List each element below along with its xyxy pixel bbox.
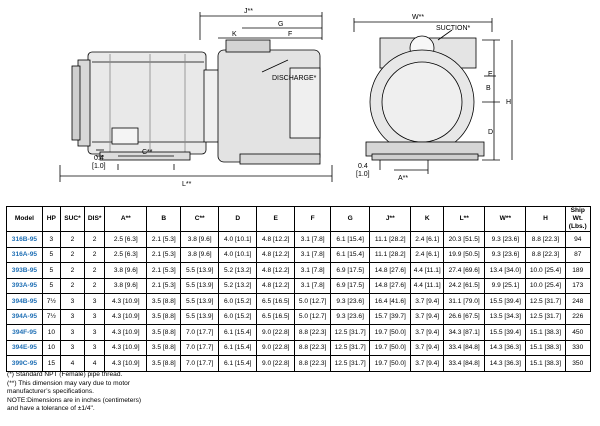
table-cell: 20.3 [51.5] (444, 232, 485, 248)
table-cell: 2.1 [5.3] (147, 232, 181, 248)
table-cell: 15 (42, 356, 60, 372)
table-cell: 9.0 [22.8] (257, 325, 295, 341)
table-cell: 5.5 [13.9] (181, 278, 219, 294)
table-cell: 19.7 [50.0] (370, 325, 411, 341)
column-header: W** (485, 207, 526, 232)
column-header: HP (42, 207, 60, 232)
model-cell: 316B-95 (7, 232, 43, 248)
column-header: E (257, 207, 295, 232)
table-cell: 87 (565, 247, 591, 263)
table-cell: 14.8 [27.6] (370, 263, 411, 279)
table-cell: 3.1 [7.8] (295, 278, 331, 294)
table-cell: 3 (85, 325, 105, 341)
table-cell: 5 (42, 278, 60, 294)
table-cell: 19.9 [50.5] (444, 247, 485, 263)
table-cell: 27.4 [69.6] (444, 263, 485, 279)
column-header: A** (105, 207, 147, 232)
table-cell: 12.5 [31.7] (526, 309, 565, 325)
table-cell: 226 (565, 309, 591, 325)
table-cell: 4.4 [11.1] (411, 278, 444, 294)
table-cell: 3.7 [9.4] (411, 325, 444, 341)
table-cell: 14.3 [36.3] (485, 340, 526, 356)
model-cell: 399C-95 (7, 356, 43, 372)
dim-label-l: L** (182, 181, 192, 188)
table-cell: 6.1 [15.4] (331, 232, 370, 248)
table-cell: 6.9 [17.5] (331, 263, 370, 279)
column-header: B (147, 207, 181, 232)
table-cell: 3.1 [7.8] (295, 263, 331, 279)
table-cell: 3.5 [8.8] (147, 356, 181, 372)
table-row (7, 294, 591, 310)
table-cell: 173 (565, 278, 591, 294)
table-cell: 2 (60, 232, 84, 248)
table-cell: 9.3 [23.6] (485, 232, 526, 248)
table-cell: 9.3 [23.6] (331, 309, 370, 325)
table-cell: 2.1 [5.3] (147, 263, 181, 279)
table-cell: 5.5 [13.9] (181, 309, 219, 325)
table-cell: 10.0 [25.4] (526, 263, 565, 279)
dim-label-a: A** (398, 175, 409, 182)
table-cell: 11.1 [28.2] (370, 247, 411, 263)
table-cell: 15.5 [39.4] (485, 294, 526, 310)
table-row (7, 325, 591, 341)
dim-label-offset: 0.4 (94, 155, 104, 162)
table-cell: 4.8 [12.2] (257, 232, 295, 248)
dim-label-offset2-mm: [1.0] (356, 171, 370, 178)
table-cell: 9.3 [23.6] (331, 294, 370, 310)
table-row (7, 232, 591, 248)
table-cell: 4.3 [10.9] (105, 325, 147, 341)
table-cell: 33.4 [84.8] (444, 356, 485, 372)
table-cell: 31.1 [79.0] (444, 294, 485, 310)
front-view (354, 18, 512, 174)
table-cell: 3.5 [8.8] (147, 340, 181, 356)
table-cell: 5.5 [13.9] (181, 263, 219, 279)
table-cell: 6.9 [17.5] (331, 278, 370, 294)
dim-label-offset-mm: [1.0] (92, 163, 106, 170)
table-cell: 10 (42, 325, 60, 341)
table-cell: 4.8 [12.2] (257, 278, 295, 294)
model-cell: 394E-95 (7, 340, 43, 356)
table-cell: 2 (60, 247, 84, 263)
dim-label-g: G (278, 21, 284, 28)
table-row (7, 340, 591, 356)
table-cell: 8.8 [22.3] (295, 340, 331, 356)
table-cell: 2 (60, 263, 84, 279)
table-cell: 2.1 [5.3] (147, 247, 181, 263)
suction-label: SUCTION* (436, 25, 471, 32)
table-cell: 6.1 [15.4] (219, 325, 257, 341)
model-cell: 394A-95 (7, 309, 43, 325)
table-cell: 10 (42, 340, 60, 356)
table-cell: 6.1 [15.4] (219, 340, 257, 356)
table-cell: 2.4 [6.1] (411, 232, 444, 248)
table-cell: 4.4 [11.1] (411, 263, 444, 279)
table-cell: 9.3 [23.6] (485, 247, 526, 263)
table-cell: 3.1 [7.8] (295, 232, 331, 248)
table-cell: 12.5 [31.7] (331, 340, 370, 356)
table-cell: 3.5 [8.8] (147, 325, 181, 341)
dim-label-j: J** (244, 8, 253, 15)
table-cell: 6.0 [15.2] (219, 294, 257, 310)
footnote-line: manufacturer’s specifications. (7, 388, 94, 396)
table-cell: 3 (60, 294, 84, 310)
table-cell: 7½ (42, 309, 60, 325)
table-cell: 94 (565, 232, 591, 248)
table-cell: 2.4 [6.1] (411, 247, 444, 263)
table-cell: 9.9 [25.1] (485, 278, 526, 294)
footnote-line: and have a tolerance of ±1/4". (7, 405, 95, 413)
table-cell: 248 (565, 294, 591, 310)
table-cell: 24.2 [61.5] (444, 278, 485, 294)
table-cell: 8.8 [22.3] (526, 232, 565, 248)
model-cell: 393A-95 (7, 278, 43, 294)
footnote-line: NOTE:Dimensions are in inches (centimeters) (7, 396, 142, 404)
dim-label-k: K (232, 31, 237, 38)
table-row (7, 278, 591, 294)
table-cell: 12.5 [31.7] (331, 356, 370, 372)
table-cell: 8.8 [22.3] (526, 247, 565, 263)
table-body (7, 232, 591, 372)
table-cell: 3.5 [8.8] (147, 309, 181, 325)
table-cell: 6.1 [15.4] (331, 247, 370, 263)
dim-label-offset2: 0.4 (358, 163, 368, 170)
table-cell: 3.8 [9.6] (105, 278, 147, 294)
table-cell: 450 (565, 325, 591, 341)
column-header: DIS* (85, 207, 105, 232)
table-cell: 2 (85, 232, 105, 248)
table-cell: 4.8 [12.2] (257, 247, 295, 263)
table-cell: 6.1 [15.4] (219, 356, 257, 372)
table-cell: 6.5 [16.5] (257, 294, 295, 310)
table-cell: 4.3 [10.9] (105, 356, 147, 372)
table-cell: 16.4 [41.6] (370, 294, 411, 310)
table-cell: 34.3 [87.1] (444, 325, 485, 341)
table-cell: 4.8 [12.2] (257, 263, 295, 279)
table-cell: 3 (60, 340, 84, 356)
dim-label-e: E (488, 71, 493, 78)
footnote-line: (**) This dimension may vary due to motor (7, 379, 131, 387)
model-cell: 394F-95 (7, 325, 43, 341)
table-row (7, 309, 591, 325)
pump-dimension-drawing (0, 0, 600, 200)
table-cell: 19.7 [50.0] (370, 356, 411, 372)
column-header: K (411, 207, 444, 232)
column-header: J** (370, 207, 411, 232)
table-cell: 6.0 [15.2] (219, 309, 257, 325)
table-cell: 33.4 [84.8] (444, 340, 485, 356)
table-cell: 2.5 [6.3] (105, 247, 147, 263)
column-header: D (219, 207, 257, 232)
dim-label-d: D (488, 129, 494, 136)
column-header: SUC* (60, 207, 84, 232)
table-cell: 189 (565, 263, 591, 279)
table-cell: 15.5 [39.4] (485, 325, 526, 341)
table-cell: 9.0 [22.8] (257, 356, 295, 372)
table-cell: 4.3 [10.9] (105, 294, 147, 310)
discharge-label: DISCHARGE* (272, 75, 317, 82)
table-row (7, 247, 591, 263)
table-cell: 3 (85, 294, 105, 310)
table-cell: 9.0 [22.8] (257, 340, 295, 356)
table-cell: 19.7 [50.0] (370, 340, 411, 356)
dim-label-b: B (486, 85, 491, 92)
model-cell: 393B-95 (7, 263, 43, 279)
table-cell: 10.0 [25.4] (526, 278, 565, 294)
table-cell: 26.6 [67.5] (444, 309, 485, 325)
table-cell: 15.1 [38.3] (526, 325, 565, 341)
model-cell: 316A-95 (7, 247, 43, 263)
table-header-row (7, 207, 591, 232)
table-cell: 3 (42, 232, 60, 248)
table-cell: 3.7 [9.4] (411, 309, 444, 325)
table-cell: 2 (60, 278, 84, 294)
table-cell: 7.0 [17.7] (181, 356, 219, 372)
table-cell: 5 (42, 263, 60, 279)
table-cell: 2 (85, 263, 105, 279)
table-cell: 3.5 [8.8] (147, 294, 181, 310)
table-cell: 7.0 [17.7] (181, 325, 219, 341)
column-header: H (526, 207, 565, 232)
table-cell: 2.5 [6.3] (105, 232, 147, 248)
table-cell: 4.0 [10.1] (219, 247, 257, 263)
table-cell: 3 (60, 325, 84, 341)
table-cell: 15.1 [38.3] (526, 340, 565, 356)
table-cell: 3 (85, 309, 105, 325)
table-row (7, 263, 591, 279)
table-cell: 11.1 [28.2] (370, 232, 411, 248)
table-cell: 4.3 [10.9] (105, 340, 147, 356)
table-cell: 3.1 [7.8] (295, 247, 331, 263)
table-cell: 6.5 [16.5] (257, 309, 295, 325)
table-cell: 13.4 [34.0] (485, 263, 526, 279)
footnotes (7, 371, 267, 414)
table-cell: 4 (85, 356, 105, 372)
table-cell: 14.8 [27.6] (370, 278, 411, 294)
footnote-line: (*) Standard NPT (Female) pipe thread. (7, 371, 123, 378)
table-cell: 12.5 [31.7] (526, 294, 565, 310)
table-cell: 5.5 [13.9] (181, 294, 219, 310)
table-cell: 3.8 [9.6] (181, 247, 219, 263)
table-cell: 5.0 [12.7] (295, 309, 331, 325)
model-cell: 394B-95 (7, 294, 43, 310)
table-cell: 3.8 [9.6] (105, 263, 147, 279)
table-cell: 8.8 [22.3] (295, 325, 331, 341)
table-cell: 7.0 [17.7] (181, 340, 219, 356)
table-cell: 8.8 [22.3] (295, 356, 331, 372)
table-cell: 330 (565, 340, 591, 356)
table-cell: 5.2 [13.2] (219, 278, 257, 294)
table-cell: 3.8 [9.6] (181, 232, 219, 248)
table-cell: 2 (85, 247, 105, 263)
table-cell: 7½ (42, 294, 60, 310)
table-cell: 14.3 [36.3] (485, 356, 526, 372)
column-header: Ship Wt. (Lbs.) (565, 207, 591, 232)
dimension-table (6, 206, 591, 372)
dim-label-c: C** (142, 149, 153, 156)
dim-label-w: W** (412, 14, 425, 21)
column-header: C** (181, 207, 219, 232)
column-header: Model (7, 207, 43, 232)
table-cell: 5.2 [13.2] (219, 263, 257, 279)
table-cell: 4.3 [10.9] (105, 309, 147, 325)
column-header: F (295, 207, 331, 232)
table-cell: 15.7 [39.7] (370, 309, 411, 325)
table-cell: 15.1 [38.3] (526, 356, 565, 372)
column-header: G (331, 207, 370, 232)
table-cell: 350 (565, 356, 591, 372)
table-cell: 2 (85, 278, 105, 294)
column-header: L** (444, 207, 485, 232)
dim-label-h: H (506, 99, 512, 106)
table-cell: 5.0 [12.7] (295, 294, 331, 310)
table-cell: 4 (60, 356, 84, 372)
table-row (7, 356, 591, 372)
table-cell: 3.7 [9.4] (411, 340, 444, 356)
table-cell: 3 (85, 340, 105, 356)
table-cell: 13.5 [34.3] (485, 309, 526, 325)
table-cell: 4.0 [10.1] (219, 232, 257, 248)
table-cell: 2.1 [5.3] (147, 278, 181, 294)
table-cell: 5 (42, 247, 60, 263)
table-cell: 3.7 [9.4] (411, 294, 444, 310)
table-cell: 3 (60, 309, 84, 325)
table-cell: 3.7 [9.4] (411, 356, 444, 372)
table-cell: 12.5 [31.7] (331, 325, 370, 341)
dim-label-f: F (288, 31, 293, 38)
